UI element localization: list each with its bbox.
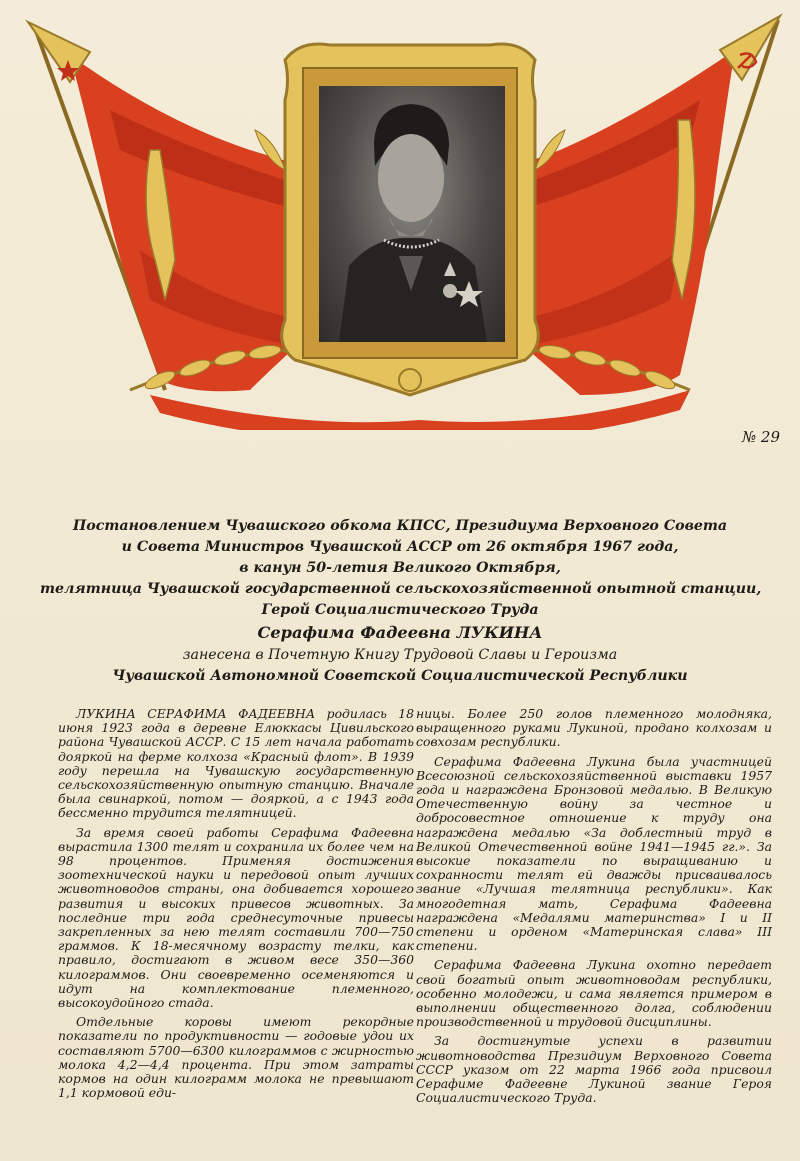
biography-paragraph: Серафима Фадеевна Лукина была участницей Всесоюзной сельскохозяйственной выставки 1957 года и награждена Бронзовой медалью. В Великую Отечественную войну за честное и добросовестное отношение к труду она награждена медалью «За доблестный труд в Великой Отечественной войне 1941—1945 гг.». За высокие показатели по выращиванию и сохранности телят ей дважды присваивалось звание «Лучшая телятница республики». Как многодетная мать, Серафима Фадеевна награждена «Медалями материнства» I и II степени и орденом «Материнская слава» III степени. bbox=[416, 753, 772, 954]
decree-closing-line: занесена в Почетную Книгу Трудовой Славы и Героизма bbox=[182, 647, 618, 663]
portrait-photo bbox=[319, 86, 505, 342]
sheet-number: № 29 bbox=[741, 428, 780, 446]
biography-paragraph: Отдельные коровы имеют рекордные показатели по продуктивности — годовые удои их составляют 5700—6300 килограммов с жирностью молока 4,2—4,4 процента. При этом затраты кормов на один килограмм молока не превышают 1,1 кормовой еди- bbox=[58, 1014, 414, 1101]
biography-left-column bbox=[58, 707, 414, 1105]
right-red-banner bbox=[505, 50, 735, 395]
decree-line: Герой Социалистического Труда bbox=[261, 602, 539, 618]
decree-line: телятница Чувашской государственной сельскохозяйственной опытной станции, bbox=[40, 581, 762, 597]
decree-heading bbox=[40, 516, 760, 687]
biography-paragraph: За время своей работы Серафима Фадеевна вырастила 1300 телят и сохранила их более чем на 98 процентов. Применяя достижения зоотехнической науки и передовой опыт лучших животноводов страны, она добивается хорошего развития и высоких привесов животных. За последние три года среднесуточные привесы закрепленных за нею телят составили 700—750 граммов. К 18-месячному возрасту телки, как правило, достигают в живом весе 350—360 килограммов. Они своевременно осеменяются и идут на комплектование племенного, высокоудойного стада. bbox=[58, 824, 414, 1011]
bottom-red-ribbon bbox=[150, 390, 690, 430]
biography-paragraph: Серафима Фадеевна Лукина охотно передает свой богатый опыт животноводам республики, особенно молодежи, и сама является примером в выполнении общественного долга, соблюдении производственной и трудовой дисциплины. bbox=[416, 957, 772, 1030]
decree-closing-line: Чувашской Автономной Советской Социалистической Республики bbox=[112, 668, 688, 684]
decree-line: в канун 50-летия Великого Октября, bbox=[239, 560, 561, 576]
decree-line: Постановлением Чувашского обкома КПСС, Президиума Верховного Совета bbox=[72, 518, 728, 534]
biography-paragraph: ЛУКИНА СЕРАФИМА ФАДЕЕВНА родилась 18 июня 1923 года в деревне Елюккасы Цивильского района Чувашской АССР. С 15 лет начала работать дояркой на ферме колхоза «Красный флот». В 1939 году перешла на Чувашскую государственную сельскохозяйственную опытную станцию. Вначале была свинаркой, потом — дояркой, а с 1943 года бессменно трудится телятницей. bbox=[58, 706, 414, 821]
biography-right-column bbox=[416, 707, 772, 1110]
biography-paragraph: ницы. Более 250 голов племенного молодняка, выращенного руками Лукиной, продано колхозам и совхозам республики. bbox=[416, 706, 772, 750]
decree-line: и Совета Министров Чувашской АССР от 26 октября 1967 года, bbox=[121, 539, 679, 555]
biography-paragraph: За достигнутые успехи в развитии животноводства Президиум Верховного Совета СССР указом от 22 марта 1966 года присвоил Серафиме Фадеевне Лукиной звание Героя Социалистического Труда. bbox=[416, 1033, 772, 1106]
honoree-name: Серафима Фадеевна ЛУКИНА bbox=[257, 623, 543, 642]
